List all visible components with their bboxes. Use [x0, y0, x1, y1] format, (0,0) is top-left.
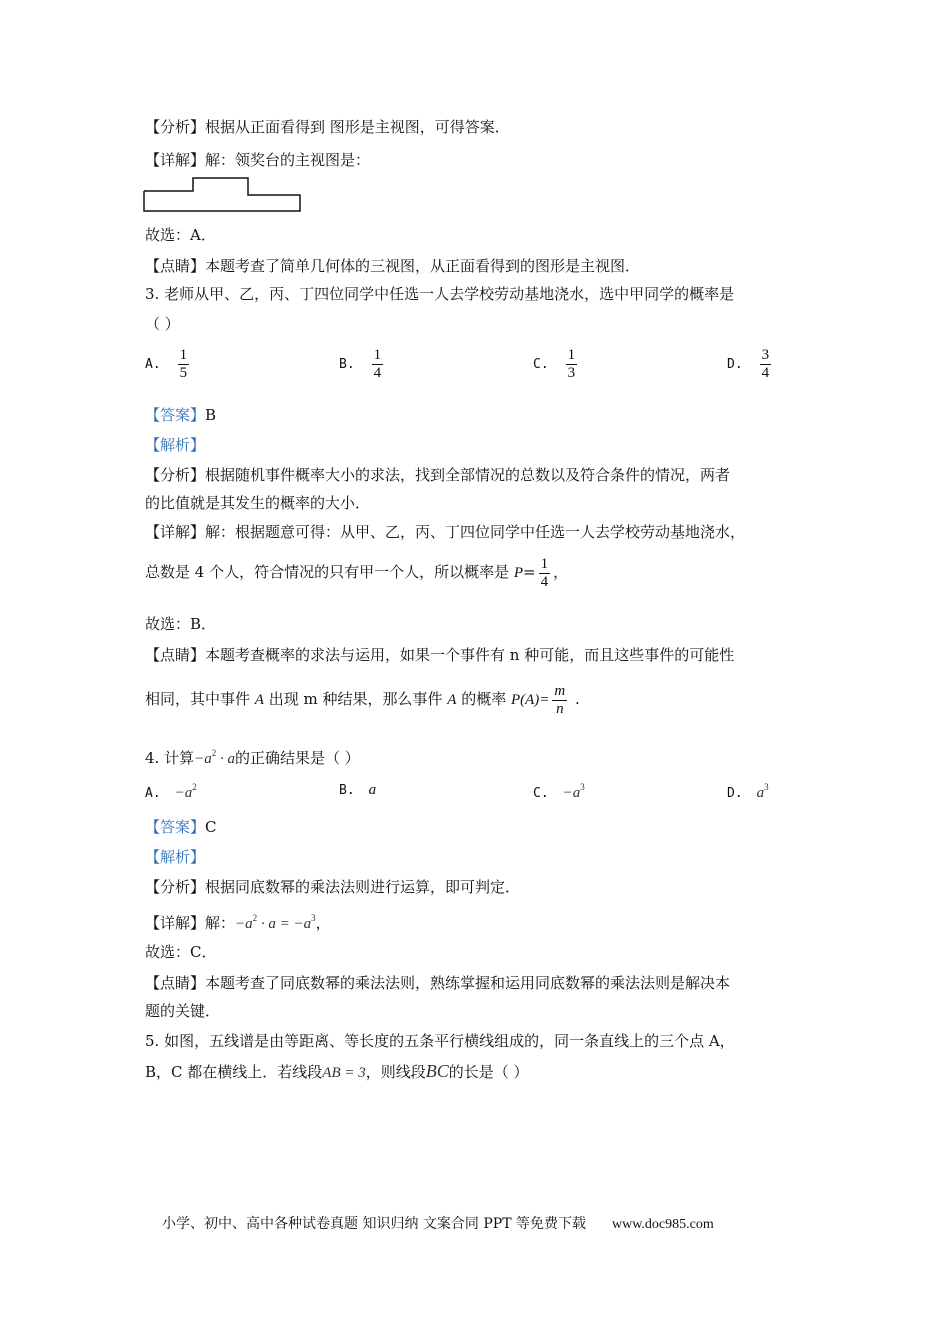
- question-5-stem: 5. 如图，五线谱是由等距离、等长度的五条平行横线组成的，同一条直线上的三个点 A，: [145, 1032, 735, 1050]
- analysis-line: 【分析】根据随机事件概率大小的求法，找到全部情况的总数以及符合条件的情况，两者: [145, 466, 731, 484]
- choice-line: 故选：C．: [145, 943, 217, 961]
- podium-front-view: [143, 177, 303, 214]
- option-label: B.: [339, 356, 355, 372]
- answer-line: 【答案】B: [145, 406, 217, 424]
- detail-line: 【详解】解：领奖台的主视图是：: [145, 151, 371, 169]
- option-b: B. a: [339, 782, 377, 798]
- detail-line: 【详解】解：根据题意可得：从甲、乙，丙、丁四位同学中任选一人去学校劳动基地浇水，: [145, 523, 746, 541]
- option-a: [145, 347, 192, 382]
- fraction: $\frac{1}{4}$: [540, 555, 549, 590]
- page-footer: [162, 1213, 714, 1233]
- comment-line: 【点睛】本题考查概率的求法与运用，如果一个事件有 n 种可能，而且这些事件的可能性: [145, 646, 735, 664]
- comment-line: 【点睛】本题考查了同底数幂的乘法法则，熟练掌握和运用同底数幂的乘法法则是解决本: [145, 974, 731, 992]
- option-label: D.: [727, 786, 743, 801]
- option-a: A. $-a^2$: [145, 782, 197, 801]
- fraction: $\frac{m}{n}$: [554, 682, 566, 717]
- detail-line: 总数是 4 个人，符合情况的只有甲一个人，所以概率是 P= $\frac{1}{4}$ ，: [145, 555, 569, 590]
- option-d: D. $a^3$: [727, 782, 769, 801]
- fraction: $\frac{1}{4}$: [373, 347, 382, 381]
- option-label: B.: [339, 783, 355, 798]
- footer-text: 小学、初中、高中各种试卷真题 知识归纳 文案合同 PPT 等免费下载: [162, 1216, 586, 1232]
- question-4-stem: 4. 计算$-a^2 \cdot a$的正确结果是（ ）: [145, 748, 360, 767]
- choice-line: 故选：A．: [145, 226, 216, 244]
- option-c: C. $-a^3$: [533, 782, 585, 801]
- comment-line: 相同，其中事件 A 出现 m 种结果，那么事件 A 的概率 P(A)= $\frac{m}{n}$ .: [145, 682, 580, 717]
- option-b: [339, 347, 386, 382]
- analysis-line: 的比值就是其发生的概率的大小．: [145, 494, 371, 512]
- option-label: A.: [145, 356, 161, 372]
- option-c: [533, 347, 580, 382]
- option-label: C.: [533, 786, 549, 801]
- question-3-paren: （ ）: [145, 315, 180, 333]
- question-5-stem: B，C 都在横线上．若线段AB = 3，则线段BC的长是（ ）: [145, 1061, 529, 1081]
- fraction: $\frac{1}{5}$: [179, 347, 188, 381]
- option-label: C.: [533, 356, 549, 372]
- comment-line: 题的关键．: [145, 1002, 221, 1020]
- explanation-heading: 【解析】: [145, 436, 206, 454]
- detail-line: 【详解】解：$-a^2 \cdot a = -a^3$，: [145, 913, 331, 932]
- question-3-stem: 3. 老师从甲、乙，丙、丁四位同学中任选一人去学校劳动基地浇水，选中甲同学的概率是: [145, 285, 735, 303]
- fraction: $\frac{1}{3}$: [567, 347, 576, 381]
- option-d: [727, 347, 774, 382]
- answer-line: 【答案】C: [145, 818, 217, 836]
- footer-url: www.doc985.com: [611, 1217, 714, 1232]
- choice-line: 故选：B．: [145, 615, 217, 633]
- analysis-line: 【分析】根据同底数幂的乘法法则进行运算，即可判定．: [145, 878, 521, 896]
- option-label: A.: [145, 786, 161, 801]
- fraction: $\frac{3}{4}$: [761, 347, 770, 381]
- comment-line: 【点睛】本题考查了简单几何体的三视图，从正面看得到的图形是主视图．: [145, 257, 641, 275]
- analysis-line: 【分析】根据从正面看得到 图形是主视图，可得答案．: [145, 118, 510, 136]
- explanation-heading: 【解析】: [145, 848, 206, 866]
- option-label: D.: [727, 356, 743, 372]
